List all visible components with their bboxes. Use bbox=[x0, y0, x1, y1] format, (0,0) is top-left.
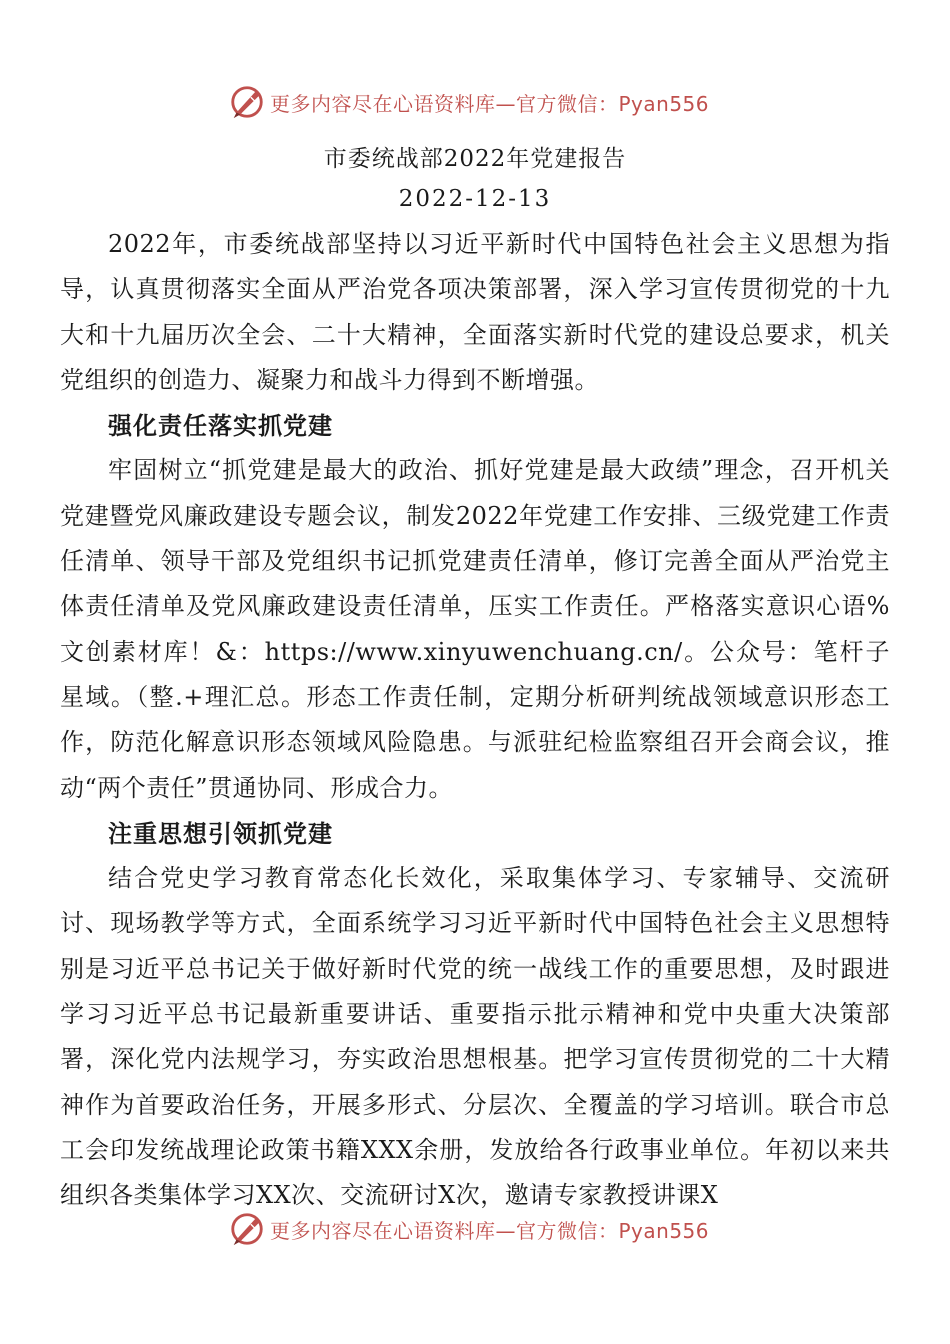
document-title: 市委统战部2022年党建报告 bbox=[323, 146, 627, 172]
intro-paragraph: 2022年，市委统战部坚持以习近平新时代中国特色社会主义思想为指导，认真贯彻落实全面从严治党各项决策部署，深入学习宣传贯彻党的十九大和十九届历次全会、二十大精神，全面落实新时代党的建设总要求，机关党组织的创造力、凝聚力和战斗力得到不断增强。 bbox=[60, 230, 890, 394]
section-heading: 强化责任落实抓党建 bbox=[108, 411, 333, 441]
watermark-text: 更多内容尽在心语资料库—官方微信：Pyan556 bbox=[270, 91, 710, 116]
header-watermark bbox=[228, 82, 709, 122]
document-body bbox=[60, 222, 890, 1219]
section-paragraph: 牢固树立“抓党建是最大的政治、抓好党建是最大政绩”理念，召开机关党建暨党风廉政建设专题会议，制发2022年党建工作安排、三级党建工作责任清单、领导干部及党组织书记抓党建责任清单，修订完善全面从严治党主体责任清单及党风廉政建设责任清单，压实工作责任。严格落实意识心语%文创素材库！&：https://www.xinyuwenchuang.cn/。公众号：笔杆子星域。（整.+理汇总。形态工作责任制，定期分析研判统战领域意识形态工作，防范化解意识形态领域风险隐患。与派驻纪检监察组召开会商会议，推动“两个责任”贯通协同、形成合力。 bbox=[60, 456, 890, 802]
footer-watermark bbox=[228, 1209, 709, 1249]
section-heading: 注重思想引领抓党建 bbox=[108, 818, 333, 848]
section-paragraph: 结合党史学习教育常态化长效化，采取集体学习、专家辅导、交流研讨、现场教学等方式，全面系统学习习近平新时代中国特色社会主义思想特别是习近平总书记关于做好新时代党的统一战线工作的重要思想，及时跟进学习习近平总书记最新重要讲话、重要指示批示精神和党中央重大决策部署，深化党内法规学习，夯实政治思想根基。把学习宣传贯彻党的二十大精神作为首要政治任务，开展多形式、分层次、全覆盖的学习培训。联合市总工会印发统战理论政策书籍XXX余册，发放给各行政事业单位。年初以来共组织各类集体学习XX次、交流研讨X次，邀请专家教授讲课X bbox=[60, 864, 890, 1210]
document-date: 2022-12-13 bbox=[398, 186, 552, 212]
pen-logo-icon bbox=[228, 1210, 266, 1248]
pen-logo-icon bbox=[228, 83, 266, 121]
watermark-text: 更多内容尽在心语资料库—官方微信：Pyan556 bbox=[270, 1218, 710, 1243]
